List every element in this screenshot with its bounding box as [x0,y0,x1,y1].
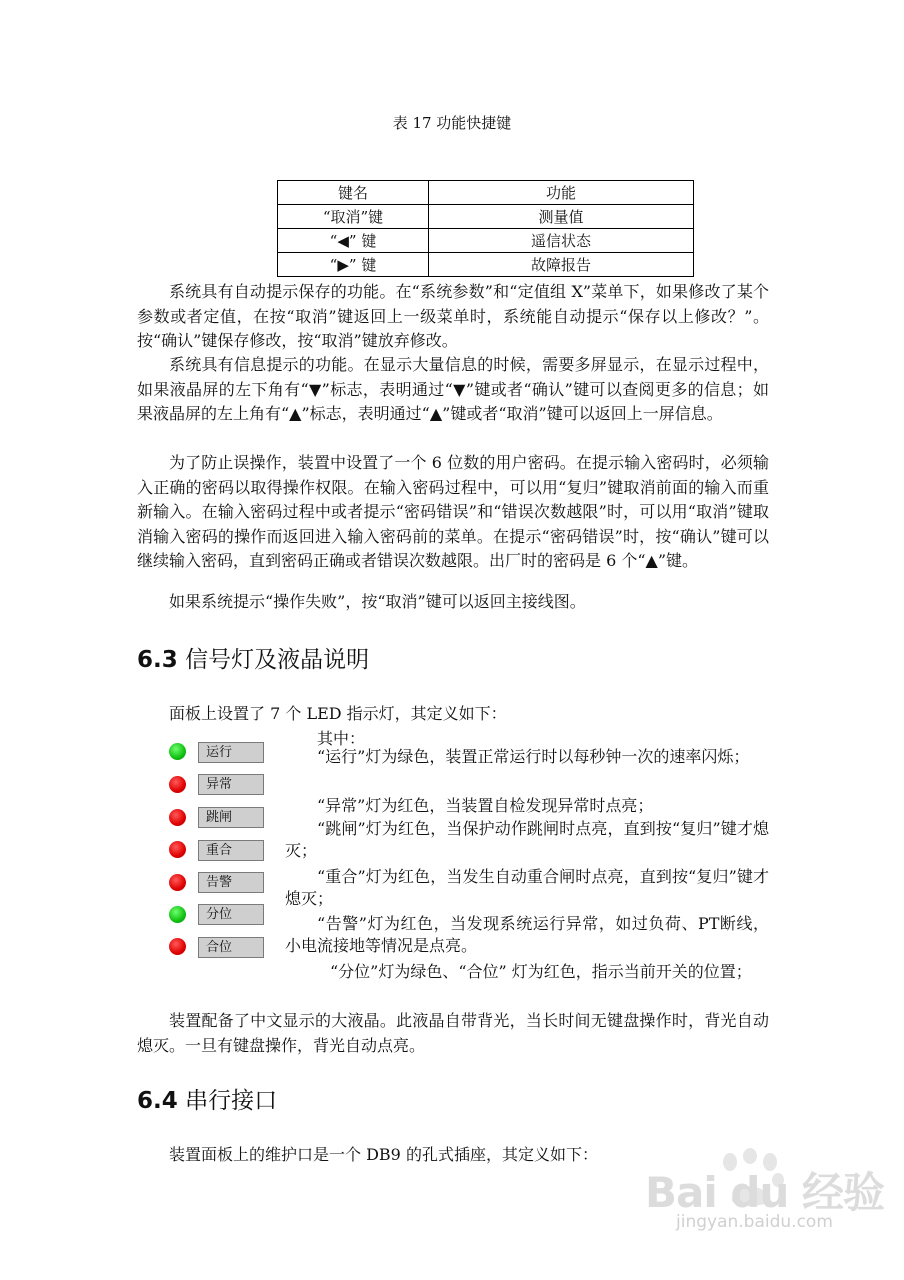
led-description-trip: “跳闸”灯为红色，当保护动作跳闸时点亮，直到按“复归”键才熄灭； [285,819,769,860]
table-row [278,229,694,253]
column-header-function: 功能 [429,181,694,205]
led-description-alarm: “告警”灯为红色，当发现系统运行异常，如过负荷、PT断线，小电流接地等情况是点亮。 [285,914,769,955]
led-abnormal-indicator [169,776,186,793]
shortcut-key-table [277,180,694,277]
table-cell: 故障报告 [429,253,694,277]
paragraph-password: 为了防止误操作，装置中设置了一个 6 位数的用户密码。在提示输入密码时，必须输入正确的密码以取得操作权限。在输入密码过程中，可以用“复归”键取消前面的输入而重新输入。在输入密码过程中或者提示“密码错误”和“错误次数越限”时，可以用“取消”键取消输入密码的操作而返回进入输入密码前的菜单。在提示“密码错误”时，按“确认”键可以继续输入密码，直到密码正确或者错误次数越限。出厂时的密码是 6 个“▲”键。 [137,453,769,570]
serial-intro-text: 装置面板上的维护口是一个 DB9 的孔式插座，其定义如下： [169,1145,598,1164]
section-title: 信号灯及液晶说明 [185,647,370,673]
led-label-alarm: 告警 [198,872,264,893]
table-caption: 表 17 功能快捷键 [392,114,512,132]
led-description-reclose: “重合”灯为红色，当发生自动重合闸时点亮，直到按“复归”键才熄灭； [285,867,769,908]
position-led-description: “分位”灯为绿色、“合位” 灯为红色，指示当前开关的位置； [330,962,752,981]
led-label-open-position: 分位 [198,904,264,925]
led-label-trip: 跳闸 [198,807,264,828]
paragraph-operation-failed: 如果系统提示“操作失败”，按“取消”键可以返回主接线图。 [169,592,586,611]
table-row [278,253,694,277]
led-closed-position-indicator [169,938,186,955]
table-header-row [278,181,694,205]
led-label-reclose: 重合 [198,840,264,861]
led-trip-indicator [169,809,186,826]
section-title: 串行接口 [185,1088,278,1114]
led-open-position-indicator [169,906,186,923]
table-row [278,205,694,229]
led-label-abnormal: 异常 [198,774,264,795]
table-cell: 测量值 [429,205,694,229]
paragraph-info-prompt: 系统具有信息提示的功能。在显示大量信息的时候，需要多屏显示，在显示过程中，如果液晶屏的左下角有“▼”标志，表明通过“▼”键或者“确认”键可以查阅更多的信息；如果液晶屏的左上角有“▲”标志，表明通过“▲”键或者“取消”键可以返回上一屏信息。 [137,355,769,423]
paragraph-auto-save: 系统具有自动提示保存的功能。在“系统参数”和“定值组 X”菜单下，如果修改了某个参数或者定值，在按“取消”键返回上一级菜单时，系统能自动提示“保存以上修改？”。按“确认”键保存修改，按“取消”键放弃修改。 [137,282,769,350]
table-cell: “取消”键 [278,205,429,229]
section-heading-6-3 [137,641,369,674]
led-reclose-indicator [169,841,186,858]
led-lead-text: 其中： [317,729,366,748]
section-number: 6.3 [137,647,178,673]
led-intro-text: 面板上设置了 7 个 LED 指示灯，其定义如下： [169,704,507,723]
paragraph-lcd: 装置配备了中文显示的大液晶。此液晶自带背光，当长时间无键盘操作时，背光自动熄灭。一旦有键盘操作，背光自动点亮。 [137,1011,769,1055]
section-heading-6-4 [137,1082,277,1115]
led-description-run: “运行”灯为绿色，装置正常运行时以每秒钟一次的速率闪烁； [317,747,750,766]
led-label-run: 运行 [198,742,264,763]
watermark-brand: Bai du 经验 [645,1168,884,1217]
table-cell: 遥信状态 [429,229,694,253]
column-header-key: 键名 [278,181,429,205]
watermark-url: jingyan.baidu.com [676,1212,833,1232]
led-run-indicator [169,743,186,760]
led-label-closed-position: 合位 [198,937,264,958]
table-cell: “▶” 键 [278,253,429,277]
section-number: 6.4 [137,1088,178,1114]
led-description-abnormal: “异常”灯为红色，当装置自检发现异常时点亮； [317,796,654,815]
table-cell: “◀” 键 [278,229,429,253]
led-alarm-indicator [169,874,186,891]
